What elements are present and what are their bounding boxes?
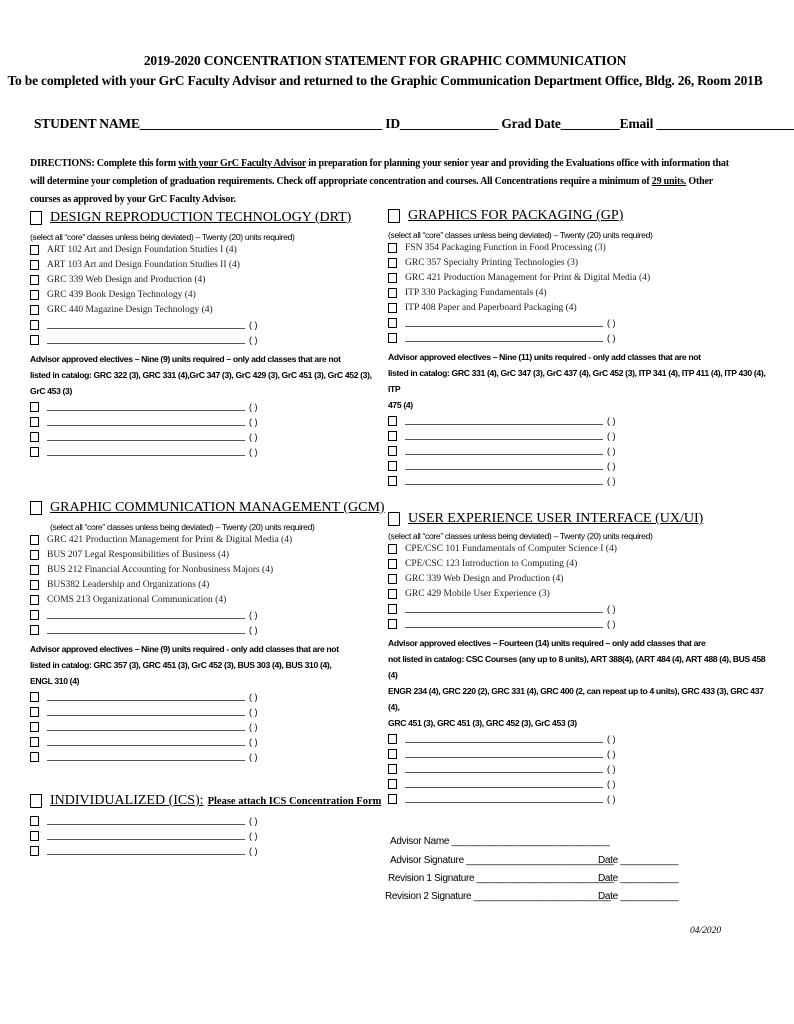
units-field[interactable]: ( ): [249, 845, 258, 856]
revision-date: 04/2020: [690, 926, 722, 936]
course-checkbox[interactable]: [30, 722, 39, 732]
directions: [30, 155, 745, 209]
course-checkbox[interactable]: [30, 305, 39, 315]
course-label: BUS 207 Legal Responsibilities of Business (4): [47, 549, 230, 560]
blank-course-field[interactable]: [47, 831, 245, 840]
course-item: [30, 547, 385, 562]
course-item: [388, 571, 770, 586]
electives-line: 475 (4): [388, 400, 413, 410]
gcm-electives-note: [30, 641, 385, 689]
blank-course-row: [30, 429, 372, 444]
units-field[interactable]: ( ): [249, 401, 258, 412]
drt-checkbox[interactable]: [30, 211, 42, 225]
blank-course-field[interactable]: [47, 737, 245, 746]
course-checkbox[interactable]: [388, 431, 397, 441]
electives-line: ENGL 310 (4): [30, 676, 80, 686]
blank-course-row: [30, 734, 385, 749]
course-checkbox[interactable]: [388, 318, 397, 328]
course-label: GRC 357 Specialty Printing Technologies (3): [405, 257, 579, 268]
course-item: [388, 586, 770, 601]
course-checkbox[interactable]: [388, 303, 397, 313]
revision2-signature-field[interactable]: Revision 2 Signature __________________________: [385, 891, 611, 902]
blank-course-field[interactable]: [405, 779, 603, 788]
gcm-course-list: [30, 532, 385, 637]
blank-course-field[interactable]: [405, 333, 603, 342]
blank-course-row: [30, 843, 381, 858]
advisor-name-field[interactable]: Advisor Name ______________________________: [390, 836, 610, 847]
course-label: GRC 440 Magazine Design Technology (4): [47, 304, 213, 315]
blank-course-row: [388, 791, 770, 806]
units-field[interactable]: ( ): [249, 830, 258, 841]
course-label: GRC 421 Production Management for Print & Digital Media (4): [405, 272, 651, 283]
blank-course-field[interactable]: [47, 432, 245, 441]
drt-heading: [30, 210, 372, 226]
revision2-date-field[interactable]: Date ___________: [598, 891, 679, 902]
gp-title: GRAPHICS FOR PACKAGING (GP): [408, 208, 624, 223]
blank-course-field[interactable]: [405, 749, 603, 758]
gp-elective-list: [388, 413, 770, 488]
units-field[interactable]: ( ): [607, 445, 616, 456]
blank-course-row: [388, 746, 770, 761]
blank-course-row: [388, 330, 770, 345]
student-name-label: STUDENT NAME: [34, 116, 140, 131]
units-field[interactable]: ( ): [249, 751, 258, 762]
blank-course-field[interactable]: [47, 610, 245, 619]
ux-core-note: (select all “core” classes unless being deviated) – Twenty (20) units required): [388, 531, 653, 541]
blank-course-field[interactable]: [47, 417, 245, 426]
units-field[interactable]: ( ): [249, 721, 258, 732]
course-checkbox[interactable]: [388, 446, 397, 456]
units-field[interactable]: ( ): [607, 475, 616, 486]
blank-course-row: [30, 444, 372, 459]
course-checkbox[interactable]: [388, 574, 397, 584]
course-checkbox[interactable]: [388, 461, 397, 471]
course-checkbox[interactable]: [388, 258, 397, 268]
blank-course-field[interactable]: [405, 416, 603, 425]
ux-course-list: [388, 541, 770, 631]
blank-course-row: [388, 601, 770, 616]
blank-course-row: [388, 731, 770, 746]
course-item: [30, 287, 372, 302]
course-item: [388, 556, 770, 571]
blank-course-row: [30, 622, 385, 637]
units-field[interactable]: ( ): [249, 609, 258, 620]
electives-line: GRC 451 (3), GRC 451 (3), GRC 452 (3), GrC 453 (3): [388, 718, 577, 728]
units-field[interactable]: ( ): [607, 733, 616, 744]
units-field[interactable]: ( ): [607, 793, 616, 804]
course-item: [30, 242, 372, 257]
units-field[interactable]: ( ): [607, 603, 616, 614]
blank-course-field[interactable]: [405, 476, 603, 485]
ux-elective-list: [388, 731, 770, 806]
course-checkbox[interactable]: [30, 320, 39, 330]
course-checkbox[interactable]: [388, 794, 397, 804]
course-checkbox[interactable]: [388, 734, 397, 744]
form-subtitle: To be completed with your GrC Faculty Advisor and returned to the Graphic Communication Department Office, Bldg. 26, Room 201B: [7, 73, 763, 88]
course-checkbox[interactable]: [388, 604, 397, 614]
section-uxui: [388, 511, 770, 806]
blank-course-row: [388, 616, 770, 631]
blank-course-field[interactable]: [47, 846, 245, 855]
blank-course-field[interactable]: [47, 447, 245, 456]
course-checkbox[interactable]: [388, 619, 397, 629]
blank-course-field[interactable]: [47, 625, 245, 634]
course-checkbox[interactable]: [30, 275, 39, 285]
course-label: GRC 439 Book Design Technology (4): [47, 289, 196, 300]
blank-course-row: [388, 776, 770, 791]
blank-course-field[interactable]: [405, 794, 603, 803]
course-item: [388, 541, 770, 556]
course-checkbox[interactable]: [30, 595, 39, 605]
course-label: ITP 408 Paper and Paperboard Packaging (4): [405, 302, 577, 313]
course-item: [30, 577, 385, 592]
ux-electives-note: [388, 635, 770, 731]
course-checkbox[interactable]: [30, 565, 39, 575]
blank-course-row: [30, 828, 381, 843]
course-item: [30, 592, 385, 607]
course-checkbox[interactable]: [30, 737, 39, 747]
drt-title: DESIGN REPRODUCTION TECHNOLOGY (DRT): [50, 210, 352, 225]
ux-title: USER EXPERIENCE USER INTERFACE (UX/UI): [408, 511, 704, 526]
email-label: Email: [619, 116, 654, 131]
revision1-date-field[interactable]: Date ___________: [598, 873, 679, 884]
blank-course-field[interactable]: [47, 752, 245, 761]
electives-line: not listed in catalog: CSC Courses (any up to 8 units), ART 388(4), (ART 484 (4), ART 488 (4), BUS 458 (4): [388, 654, 766, 680]
course-label: CPE/CSC 101 Fundamentals of Computer Science I (4): [405, 543, 617, 554]
course-checkbox[interactable]: [30, 432, 39, 442]
gp-electives-note: [388, 349, 770, 413]
course-label: FSN 354 Packaging Function in Food Processing (3): [405, 242, 606, 253]
electives-line: listed in catalog: GRC 357 (3), GRC 451 (3), GrC 452 (3), BUS 303 (4), BUS 310 (4),: [30, 660, 332, 670]
course-checkbox[interactable]: [388, 333, 397, 343]
course-item: [30, 302, 372, 317]
ux-checkbox[interactable]: [388, 512, 400, 526]
units-field[interactable]: ( ): [607, 618, 616, 629]
drt-electives-note: [30, 351, 372, 399]
course-checkbox[interactable]: [30, 335, 39, 345]
course-item: [388, 300, 770, 315]
electives-line: listed in catalog: GRC 331 (4), GrC 347 (3), GrC 437 (4), GrC 452 (3), ITP 341 (4), ITP 411 (4), ITP 430 (4), ITP: [388, 368, 766, 394]
units-field[interactable]: ( ): [607, 778, 616, 789]
units-field[interactable]: ( ): [607, 763, 616, 774]
blank-course-row: [388, 473, 770, 488]
drt-elective-list: [30, 399, 372, 459]
gcm-heading: [30, 500, 385, 516]
course-checkbox[interactable]: [30, 692, 39, 702]
blank-course-row: [30, 813, 381, 828]
course-checkbox[interactable]: [388, 544, 397, 554]
course-checkbox[interactable]: [30, 610, 39, 620]
units-field[interactable]: ( ): [249, 446, 258, 457]
gp-core-note: (select all “core” classes unless being deviated) – Twenty (20) units required): [388, 230, 653, 240]
units-field[interactable]: ( ): [607, 317, 616, 328]
units-field[interactable]: ( ): [249, 431, 258, 442]
course-item: [388, 270, 770, 285]
gp-heading: [388, 208, 770, 224]
form-title: 2019-2020 CONCENTRATION STATEMENT FOR GRAPHIC COMMUNICATION: [143, 53, 627, 68]
gcm-elective-list: [30, 689, 385, 764]
course-label: COMS 213 Organizational Communication (4): [47, 594, 227, 605]
course-item: [30, 562, 385, 577]
blank-course-row: [30, 689, 385, 704]
blank-course-field[interactable]: [405, 764, 603, 773]
course-checkbox[interactable]: [30, 402, 39, 412]
electives-line: ENGR 234 (4), GRC 220 (2), GRC 331 (4), GRC 400 (2, can repeat up to 4 units), GRC 433 (3), GRC 437 (4),: [388, 686, 764, 712]
student-name-field[interactable]: _____________________________________: [139, 116, 383, 131]
blank-course-row: [388, 428, 770, 443]
course-label: GRC 339 Web Design and Production (4): [47, 274, 206, 285]
ux-heading: [388, 511, 770, 527]
ics-checkbox[interactable]: [30, 794, 42, 808]
blank-course-field[interactable]: [47, 692, 245, 701]
course-label: ART 102 Art and Design Foundation Studies I (4): [47, 244, 237, 255]
section-ics: [30, 793, 381, 858]
course-checkbox[interactable]: [30, 752, 39, 762]
units-field[interactable]: ( ): [249, 815, 258, 826]
gp-course-list: [388, 240, 770, 345]
directions-underlined: with your GrC Faculty Advisor: [178, 158, 306, 169]
blank-course-row: [30, 317, 372, 332]
blank-course-field[interactable]: [47, 722, 245, 731]
revision1-signature-field[interactable]: Revision 1 Signature __________________________: [388, 873, 614, 884]
units-field[interactable]: ( ): [607, 430, 616, 441]
grad-date-field[interactable]: _________: [560, 116, 620, 131]
blank-course-row: [30, 719, 385, 734]
units-field[interactable]: ( ): [249, 624, 258, 635]
course-item: [30, 532, 385, 547]
course-label: GRC 429 Mobile User Experience (3): [405, 588, 550, 599]
blank-course-row: [30, 749, 385, 764]
ics-course-list: [30, 813, 381, 858]
course-item: [388, 240, 770, 255]
course-checkbox[interactable]: [30, 550, 39, 560]
blank-course-field[interactable]: [47, 335, 245, 344]
course-checkbox[interactable]: [30, 846, 39, 856]
course-item: [30, 257, 372, 272]
gcm-checkbox[interactable]: [30, 501, 42, 515]
course-checkbox[interactable]: [388, 416, 397, 426]
drt-core-note: (select all “core” classes unless being deviated) – Twenty (20) units required): [30, 232, 295, 242]
section-drt: [30, 210, 372, 459]
units-field[interactable]: ( ): [249, 416, 258, 427]
course-label: ITP 330 Packaging Fundamentals (4): [405, 287, 547, 298]
advisor-signature-field[interactable]: Advisor Signature ____________________________: [390, 855, 614, 866]
units-field[interactable]: ( ): [249, 691, 258, 702]
ics-heading: [30, 793, 381, 809]
ics-note: Please attach ICS Concentration Form: [207, 795, 382, 807]
blank-course-row: [388, 443, 770, 458]
student-id-label: ID: [385, 116, 400, 131]
directions-text: Other courses as approved by your GrC Faculty Advisor.: [30, 176, 713, 205]
section-gp: [388, 208, 770, 488]
grad-date-label: Grad Date: [501, 116, 561, 131]
course-checkbox[interactable]: [30, 447, 39, 457]
units-field[interactable]: ( ): [249, 319, 258, 330]
course-checkbox[interactable]: [388, 779, 397, 789]
blank-course-field[interactable]: [47, 320, 245, 329]
units-field[interactable]: ( ): [607, 332, 616, 343]
course-checkbox[interactable]: [30, 245, 39, 255]
directions-units: 29 units.: [651, 176, 687, 187]
course-label: GRC 421 Production Management for Print & Digital Media (4): [47, 534, 293, 545]
blank-course-row: [388, 458, 770, 473]
blank-course-field[interactable]: [405, 619, 603, 628]
course-checkbox[interactable]: [30, 816, 39, 826]
blank-course-field[interactable]: [405, 431, 603, 440]
course-item: [30, 272, 372, 287]
electives-line: Advisor approved electives – Nine (11) units required - only add classes that are not: [388, 352, 701, 362]
blank-course-row: [30, 399, 372, 414]
units-field[interactable]: ( ): [249, 736, 258, 747]
electives-line: Advisor approved electives – Fourteen (14) units required – only add classes that are: [388, 638, 706, 648]
blank-course-row: [388, 315, 770, 330]
course-checkbox[interactable]: [388, 243, 397, 253]
gcm-title: GRAPHIC COMMUNICATION MANAGEMENT (GCM): [50, 500, 385, 515]
blank-course-row: [30, 607, 385, 622]
course-checkbox[interactable]: [388, 559, 397, 569]
course-checkbox[interactable]: [388, 476, 397, 486]
course-checkbox[interactable]: [30, 417, 39, 427]
course-checkbox[interactable]: [30, 625, 39, 635]
course-checkbox[interactable]: [30, 535, 39, 545]
blank-course-row: [30, 414, 372, 429]
gcm-core-note: (select all “core” classes unless being deviated) – Twenty (20) units required): [50, 522, 315, 532]
course-checkbox[interactable]: [30, 707, 39, 717]
electives-line: Advisor approved electives – Nine (9) units required - only add classes that are not: [30, 644, 339, 654]
blank-course-field[interactable]: [47, 707, 245, 716]
electives-line: Advisor approved electives – Nine (9) units required – only add classes that are not: [30, 354, 341, 364]
directions-text: in preparation for planning your senior year and providing the Evaluations office with information that will determine your completion of graduation requirements. Check off appropriate concentration and courses. All Concentrations require a minimum of: [30, 158, 729, 187]
units-field[interactable]: ( ): [607, 748, 616, 759]
blank-course-row: [388, 413, 770, 428]
student-id-field[interactable]: _______________: [399, 116, 499, 131]
units-field[interactable]: ( ): [607, 460, 616, 471]
course-checkbox[interactable]: [388, 764, 397, 774]
directions-text: DIRECTIONS: Complete this form: [30, 158, 179, 169]
blank-course-field[interactable]: [405, 446, 603, 455]
course-checkbox[interactable]: [30, 580, 39, 590]
drt-course-list: [30, 242, 372, 347]
advisor-date-field[interactable]: Date ___________: [598, 855, 679, 866]
section-gcm: [30, 500, 385, 764]
course-checkbox[interactable]: [388, 749, 397, 759]
course-item: [388, 285, 770, 300]
course-label: CPE/CSC 123 Introduction to Computing (4): [405, 558, 578, 569]
blank-course-row: [30, 704, 385, 719]
course-checkbox[interactable]: [388, 273, 397, 283]
units-field[interactable]: ( ): [249, 334, 258, 345]
blank-course-field[interactable]: [405, 734, 603, 743]
course-checkbox[interactable]: [30, 260, 39, 270]
email-field[interactable]: _____________________: [656, 116, 794, 131]
gp-checkbox[interactable]: [388, 209, 400, 223]
course-checkbox[interactable]: [388, 288, 397, 298]
course-checkbox[interactable]: [388, 589, 397, 599]
blank-course-field[interactable]: [405, 318, 603, 327]
course-checkbox[interactable]: [30, 290, 39, 300]
ics-title: INDIVIDUALIZED (ICS):: [50, 793, 204, 808]
course-checkbox[interactable]: [30, 831, 39, 841]
blank-course-field[interactable]: [47, 816, 245, 825]
blank-course-row: [30, 332, 372, 347]
units-field[interactable]: ( ): [607, 415, 616, 426]
units-field[interactable]: ( ): [249, 706, 258, 717]
course-label: ART 103 Art and Design Foundation Studies II (4): [47, 259, 240, 270]
course-label: GRC 339 Web Design and Production (4): [405, 573, 564, 584]
blank-course-field[interactable]: [405, 461, 603, 470]
electives-line: listed in catalog: GRC 322 (3), GRC 331 (4),GrC 347 (3), GrC 429 (3), GrC 451 (3), GrC 452 (3),: [30, 370, 372, 380]
electives-line: GrC 453 (3): [30, 386, 73, 396]
blank-course-field[interactable]: [47, 402, 245, 411]
course-label: BUS382 Leadership and Organizations (4): [47, 579, 210, 590]
course-label: BUS 212 Financial Accounting for Nonbusiness Majors (4): [47, 564, 274, 575]
blank-course-row: [388, 761, 770, 776]
course-item: [388, 255, 770, 270]
student-info-line: [34, 116, 794, 132]
blank-course-field[interactable]: [405, 604, 603, 613]
